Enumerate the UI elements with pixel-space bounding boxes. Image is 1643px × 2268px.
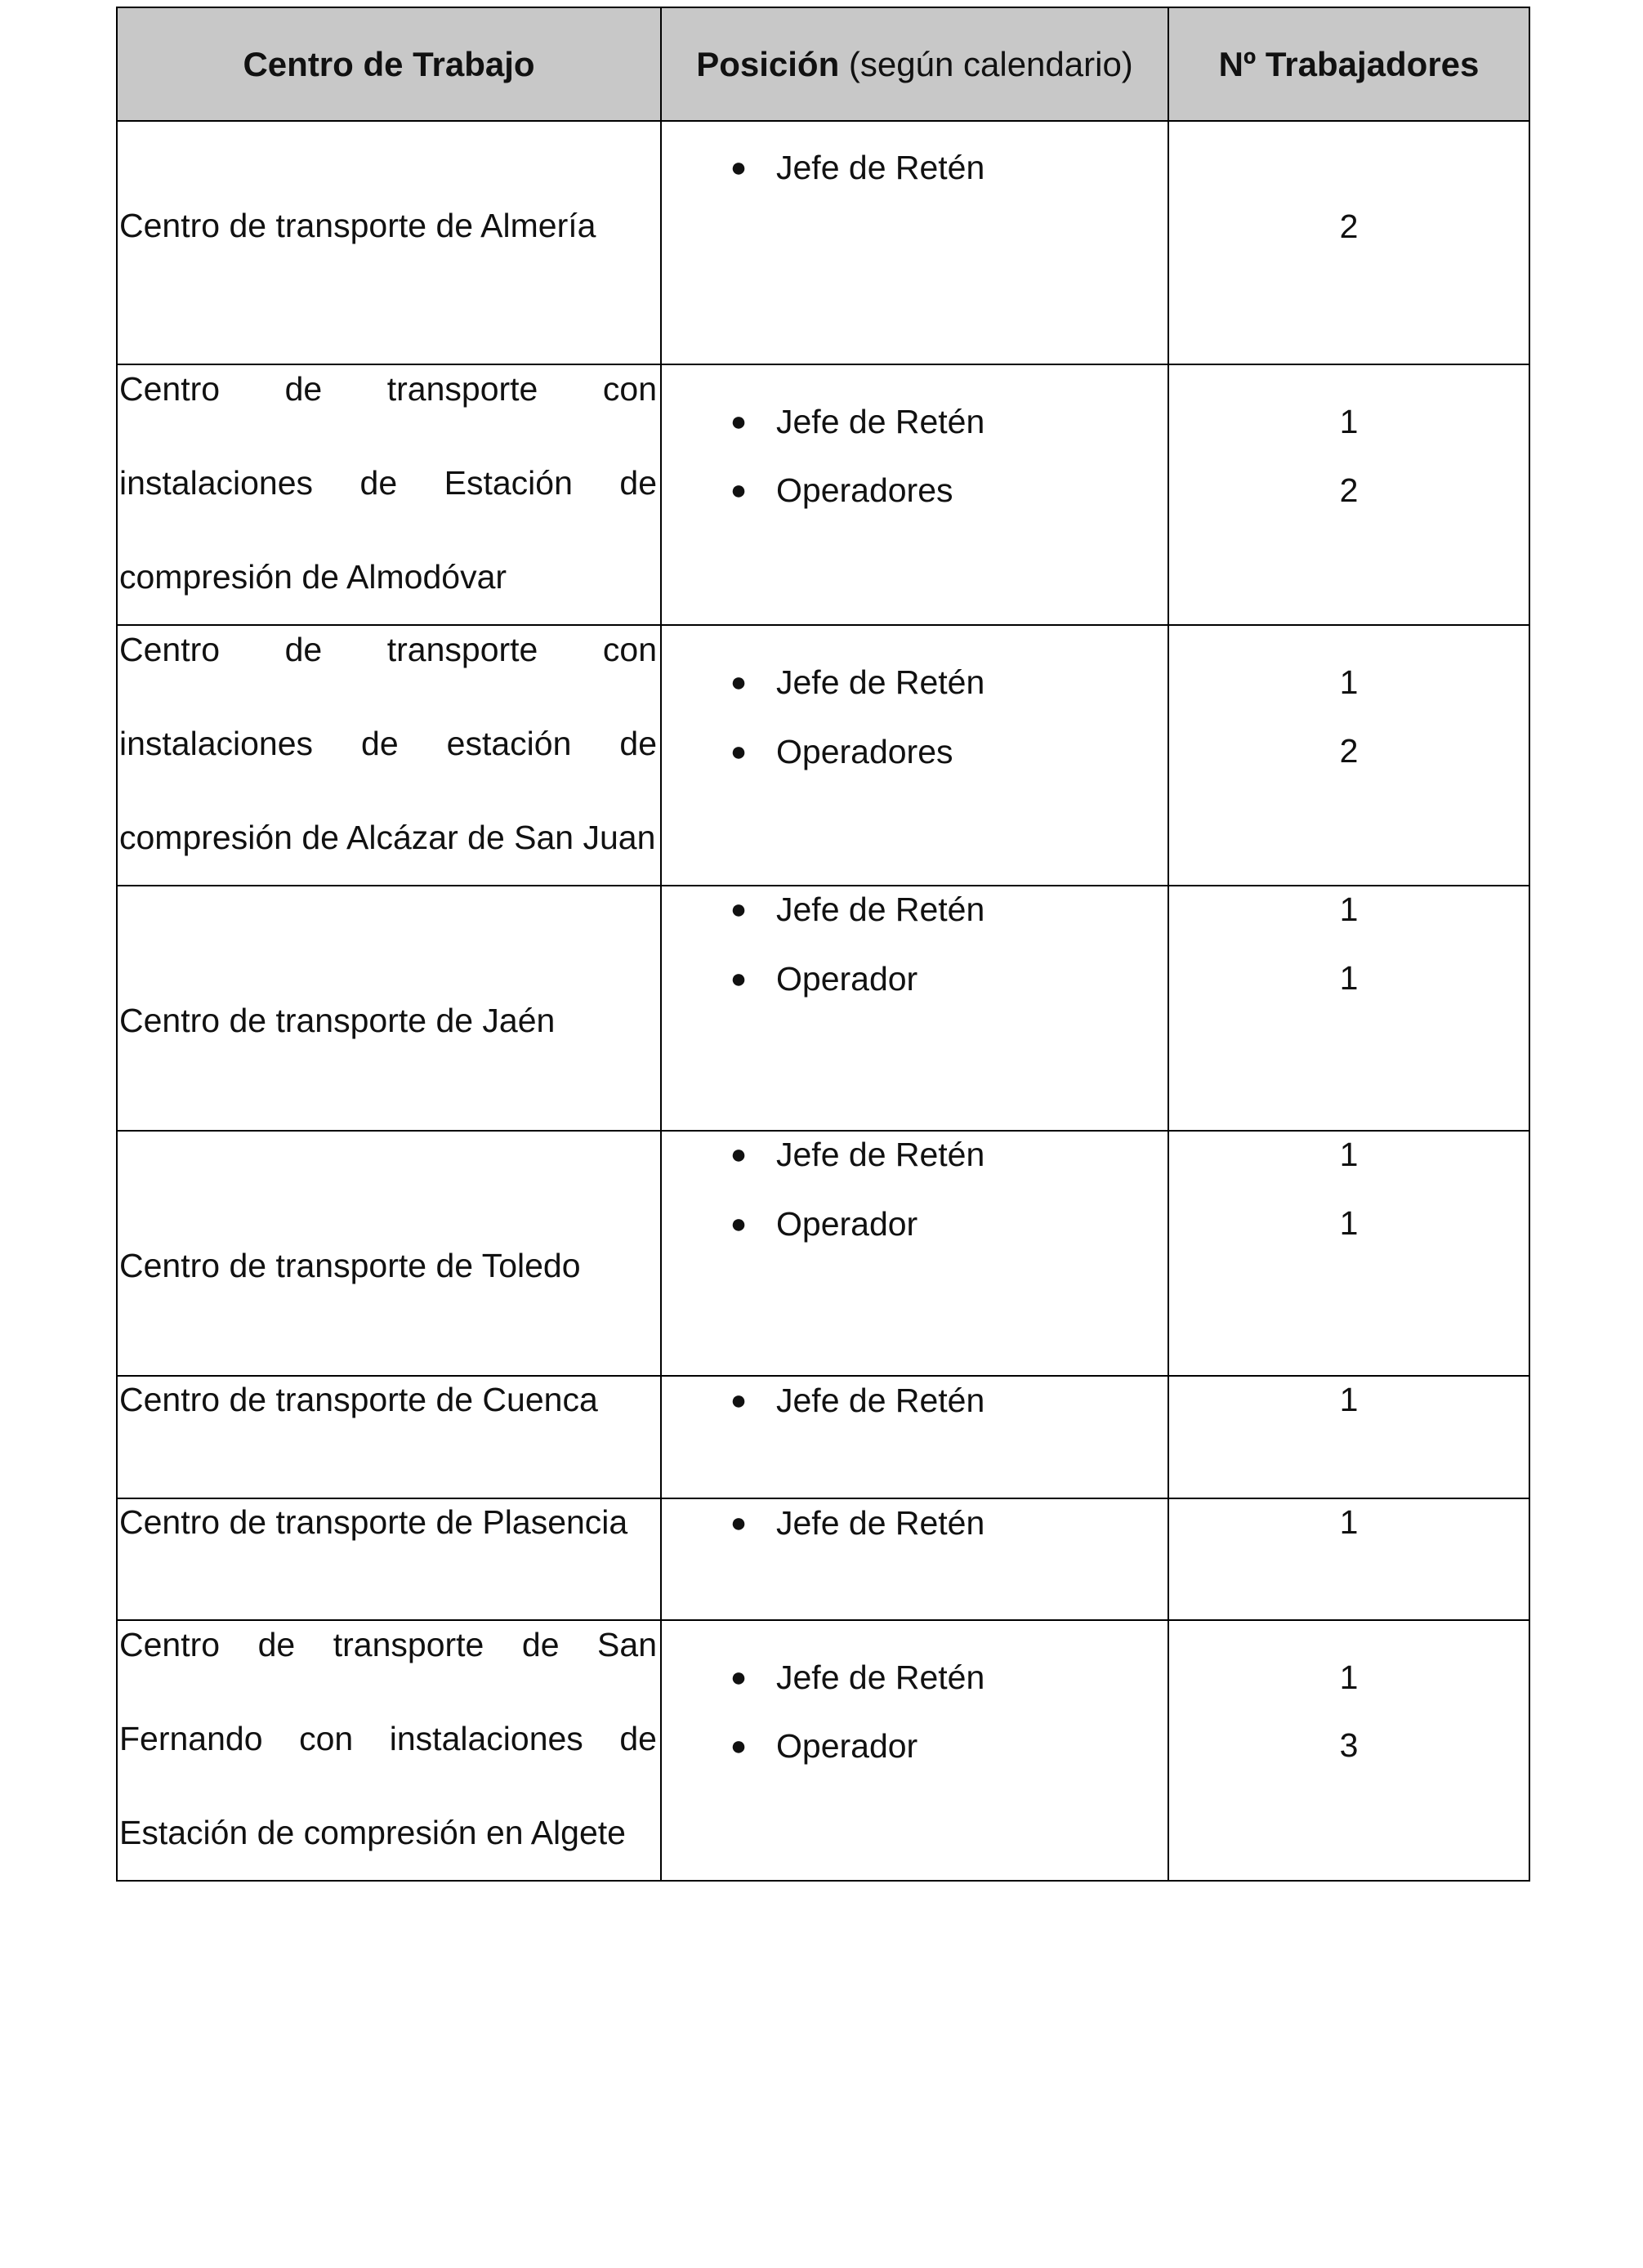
position-cell: [661, 1131, 1168, 1376]
bullet-icon: ●: [730, 406, 748, 437]
table-row: [117, 1131, 1529, 1376]
position-item: ● Jefe de Retén: [662, 1377, 1168, 1423]
center-name: Centro de transporte de San Fernando con instalaciones de Estación de compresión en Algete: [119, 1626, 657, 1851]
position-cell: [661, 1620, 1168, 1881]
center-cell: [117, 121, 661, 364]
bullet-icon: ●: [730, 894, 748, 925]
workers-count: 1: [1339, 1381, 1359, 1418]
workers-cell: [1168, 121, 1529, 364]
bullet-icon: ●: [730, 152, 748, 183]
bullet-icon: ●: [730, 963, 748, 994]
workers-cell: [1168, 625, 1529, 886]
center-cell: [117, 364, 661, 625]
center-name: Centro de transporte de Cuenca: [119, 1381, 598, 1418]
table-row: [117, 886, 1529, 1131]
workers-cell: [1168, 1376, 1529, 1498]
table-row: [117, 1620, 1529, 1881]
center-cell: [117, 1376, 661, 1498]
position-cell: [661, 886, 1168, 1131]
center-cell: [117, 1131, 661, 1376]
bullet-icon: ●: [730, 1385, 748, 1416]
workers-count: 1: [1339, 663, 1359, 701]
workers-count: 3: [1339, 1726, 1359, 1764]
bullet-icon: ●: [730, 475, 748, 506]
position-cell: [661, 364, 1168, 625]
workers-cell: [1168, 364, 1529, 625]
header-position: Posición (según calendario): [661, 7, 1168, 121]
workers-count: 1: [1339, 959, 1359, 997]
center-name: Centro de transporte de Almería: [119, 207, 596, 244]
position-item: ● Jefe de Retén: [662, 399, 1168, 444]
workers-count: 2: [1339, 732, 1359, 770]
position-item: ● Operadores: [662, 467, 1168, 513]
table-row: [117, 625, 1529, 886]
bullet-icon: ●: [730, 1208, 748, 1239]
header-center: Centro de Trabajo: [117, 7, 661, 121]
workers-cell: [1168, 1620, 1529, 1881]
center-name: Centro de transporte de Jaén: [119, 1002, 556, 1039]
position-item: ● Operador: [662, 1201, 1168, 1247]
workers-count: 1: [1339, 1503, 1359, 1541]
position-item: ● Jefe de Retén: [662, 886, 1168, 932]
table-header-row: [117, 7, 1529, 121]
position-item: ● Jefe de Retén: [662, 1654, 1168, 1700]
center-name: Centro de transporte con instalaciones de Estación de compresión de Almodóvar: [119, 370, 657, 596]
workers-count: 2: [1339, 208, 1359, 245]
workers-count: 1: [1339, 1136, 1359, 1173]
center-cell: [117, 625, 661, 886]
workers-cell: [1168, 1498, 1529, 1620]
header-workers: Nº Trabajadores: [1168, 7, 1529, 121]
position-cell: [661, 1498, 1168, 1620]
bullet-icon: ●: [730, 1662, 748, 1693]
table-row: [117, 121, 1529, 364]
workers-count: 1: [1339, 1659, 1359, 1696]
workers-table: [116, 7, 1530, 1882]
center-name: Centro de transporte con instalaciones de estación de compresión de Alcázar de San Juan: [119, 631, 657, 856]
workers-count: 1: [1339, 1204, 1359, 1242]
position-item: ● Jefe de Retén: [662, 659, 1168, 705]
position-item: ● Operadores: [662, 729, 1168, 775]
table-row: [117, 364, 1529, 625]
workers-count: 1: [1339, 891, 1359, 928]
position-item: ● Jefe de Retén: [662, 1132, 1168, 1177]
position-cell: [661, 121, 1168, 364]
position-cell: [661, 625, 1168, 886]
position-item: ● Operador: [662, 956, 1168, 1002]
workers-count: 1: [1339, 403, 1359, 440]
position-item: ● Jefe de Retén: [662, 1500, 1168, 1546]
bullet-icon: ●: [730, 1507, 748, 1538]
workers-count: 2: [1339, 471, 1359, 509]
position-cell: [661, 1376, 1168, 1498]
position-item: ● Jefe de Retén: [662, 145, 1168, 190]
bullet-icon: ●: [730, 667, 748, 698]
workers-cell: [1168, 1131, 1529, 1376]
bullet-icon: ●: [730, 1139, 748, 1170]
center-cell: [117, 1620, 661, 1881]
center-cell: [117, 886, 661, 1131]
bullet-icon: ●: [730, 1730, 748, 1761]
bullet-icon: ●: [730, 736, 748, 767]
center-name: Centro de transporte de Plasencia: [119, 1503, 628, 1541]
table-row: [117, 1376, 1529, 1498]
center-name: Centro de transporte de Toledo: [119, 1247, 581, 1284]
workers-cell: [1168, 886, 1529, 1131]
position-item: ● Operador: [662, 1723, 1168, 1769]
